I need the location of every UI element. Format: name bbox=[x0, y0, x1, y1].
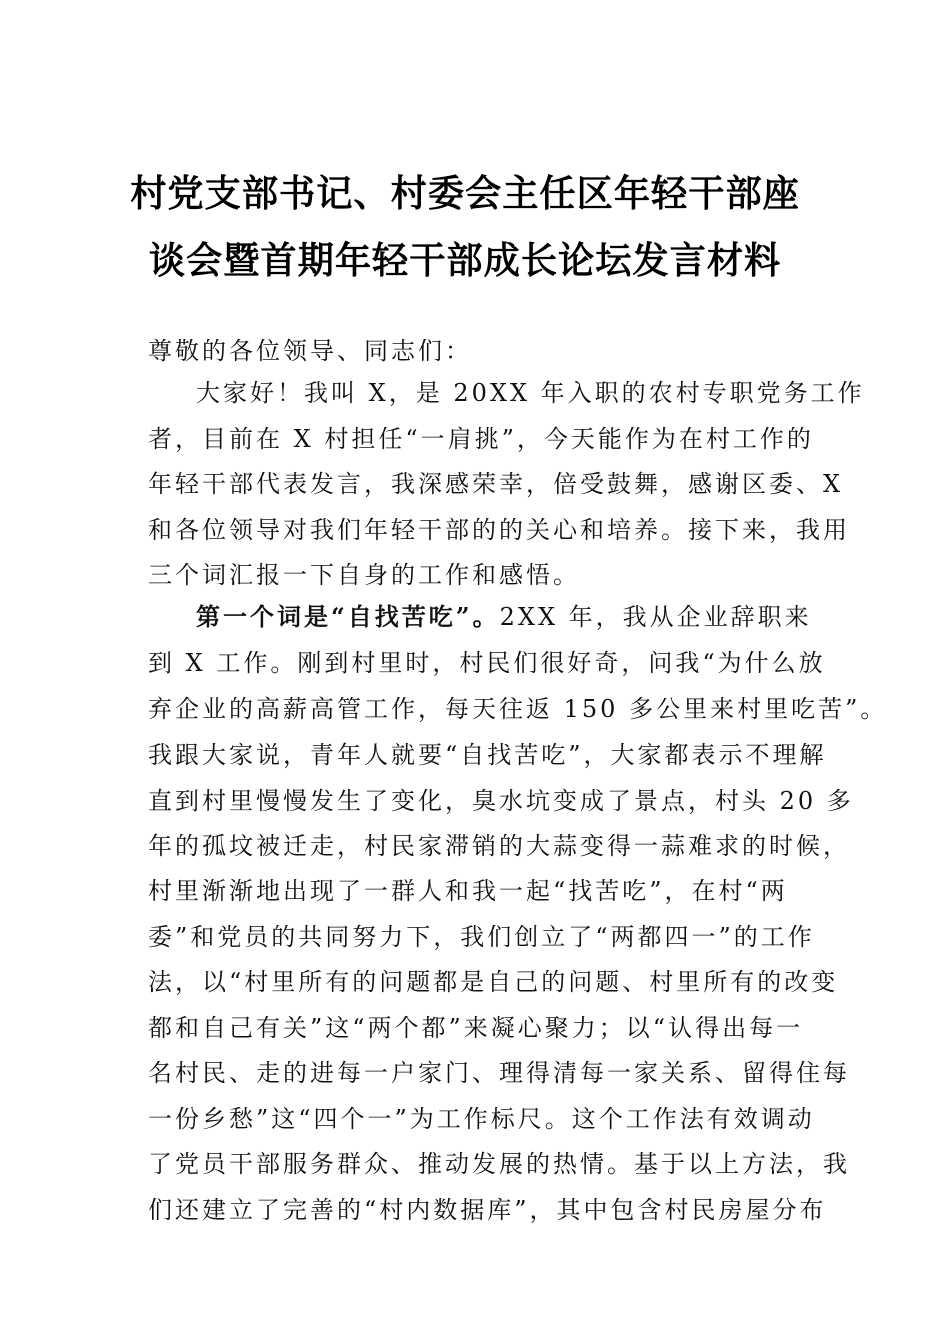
paragraph-2-line: 年的孤坟被迁走，村民家滞销的大蒜变得一蒜难求的时候， bbox=[148, 832, 850, 860]
paragraph-2-line: 直到村里慢慢发生了变化，臭水坑变成了景点，村头 20 多 bbox=[148, 787, 854, 815]
paragraph-2-line: 村里渐渐地出现了一群人和我一起“找苦吃”，在村“两 bbox=[148, 877, 788, 905]
salutation: 尊敬的各位领导、同志们： bbox=[148, 337, 472, 365]
paragraph-1-line: 三个词汇报一下自身的工作和感悟。 bbox=[148, 561, 580, 589]
paragraph-1-line: 和各位领导对我们年轻干部的的关心和培养。接下来，我用 bbox=[148, 516, 850, 544]
paragraph-2-line: 弃企业的高薪高管工作，每天往返 150 多公里来村里吃苦”。 bbox=[148, 695, 888, 723]
paragraph-1-line: 者，目前在 X 村担任“一肩挑”，今天能作为在村工作的 bbox=[148, 425, 814, 453]
paragraph-2-text: 2XX 年，我从企业辞职来 bbox=[499, 603, 812, 631]
paragraph-2-line: 到 X 工作。刚到村里时，村民们很好奇，问我“为什么放 bbox=[148, 649, 826, 677]
paragraph-2-line: 一份乡愁”这“四个一”为工作标尺。这个工作法有效调动 bbox=[148, 1105, 815, 1133]
paragraph-2-line: 名村民、走的进每一户家门、理得清每一家关系、留得住每 bbox=[148, 1059, 850, 1087]
paragraph-1-line: 年轻干部代表发言，我深感荣幸，倍受鼓舞，感谢区委、X bbox=[148, 470, 844, 498]
paragraph-2-line: 了党员干部服务群众、推动发展的热情。基于以上方法，我 bbox=[148, 1150, 850, 1178]
paragraph-2-line: 委”和党员的共同努力下，我们创立了“两都四一”的工作 bbox=[148, 923, 815, 951]
paragraph-2-first-line bbox=[196, 602, 818, 632]
document-title-line-1: 村党支部书记、村委会主任区年轻干部座 bbox=[130, 171, 800, 215]
paragraph-2-line: 都和自己有关”这“两个都”来凝心聚力；以“认得出每一 bbox=[148, 1014, 804, 1042]
document-title-line-2: 谈会暨首期年轻干部成长论坛发言材料 bbox=[148, 238, 782, 282]
paragraph-1-line: 大家好！我叫 X，是 20XX 年入职的农村专职党务工作 bbox=[196, 379, 865, 407]
paragraph-2-line: 们还建立了完善的“村内数据库”，其中包含村民房屋分布 bbox=[148, 1196, 827, 1224]
paragraph-2-line: 法，以“村里所有的问题都是自己的问题、村里所有的改变 bbox=[148, 968, 839, 996]
section-heading: 第一个词是“自找苦吃”。 bbox=[196, 602, 500, 631]
paragraph-2-line: 我跟大家说，青年人就要“自找苦吃”，大家都表示不理解 bbox=[148, 741, 827, 769]
